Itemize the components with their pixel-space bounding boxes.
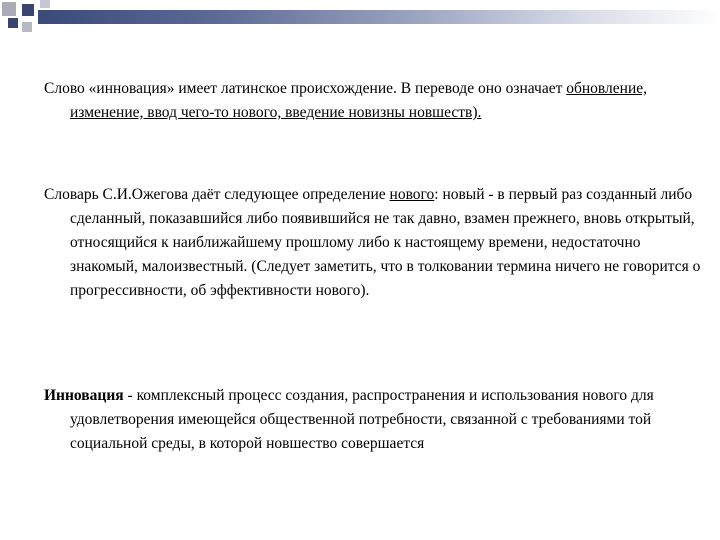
paragraph-ozhegov-definition — [44, 183, 710, 303]
decor-square — [22, 22, 32, 32]
decor-square — [8, 18, 18, 28]
paragraph-etymology — [44, 77, 670, 125]
paragraph-text: : новый - в первый раз созданный либо сделанный, показавшийся либо появившийся не так давно, взамен прежнего, вновь открытый, относящийся к наиближайшему прошлому либо к настоящему времени, недостаточно знакомый, малоизвестный. (Следует заметить, что в толковании термина ничего не говорится о прогрессивности, об эффективности нового). — [70, 186, 701, 299]
paragraph-text: - комплексный процесс создания, распространения и использования нового для удовлетворения имеющейся общественной потребности, связанной с требованиями той социальной среды, в которой новшество совершается — [70, 387, 654, 452]
paragraph-text: Слово «инновация» имеет латинское происхождение. В переводе оно означает — [44, 80, 567, 97]
decor-square — [2, 2, 16, 16]
decor-square — [40, 0, 50, 8]
paragraph-innovation-definition — [44, 384, 710, 456]
underlined-meaning: обновление, изменение, ввод чего-то нового, введение новизны новшеств). — [70, 80, 648, 121]
decor-square — [22, 4, 34, 16]
header-gradient-bar — [38, 10, 720, 24]
bold-term: Инновация — [44, 387, 124, 404]
paragraph-text: Словарь С.И.Ожегова даёт следующее определение — [44, 186, 390, 203]
underlined-term: нового — [389, 186, 435, 203]
